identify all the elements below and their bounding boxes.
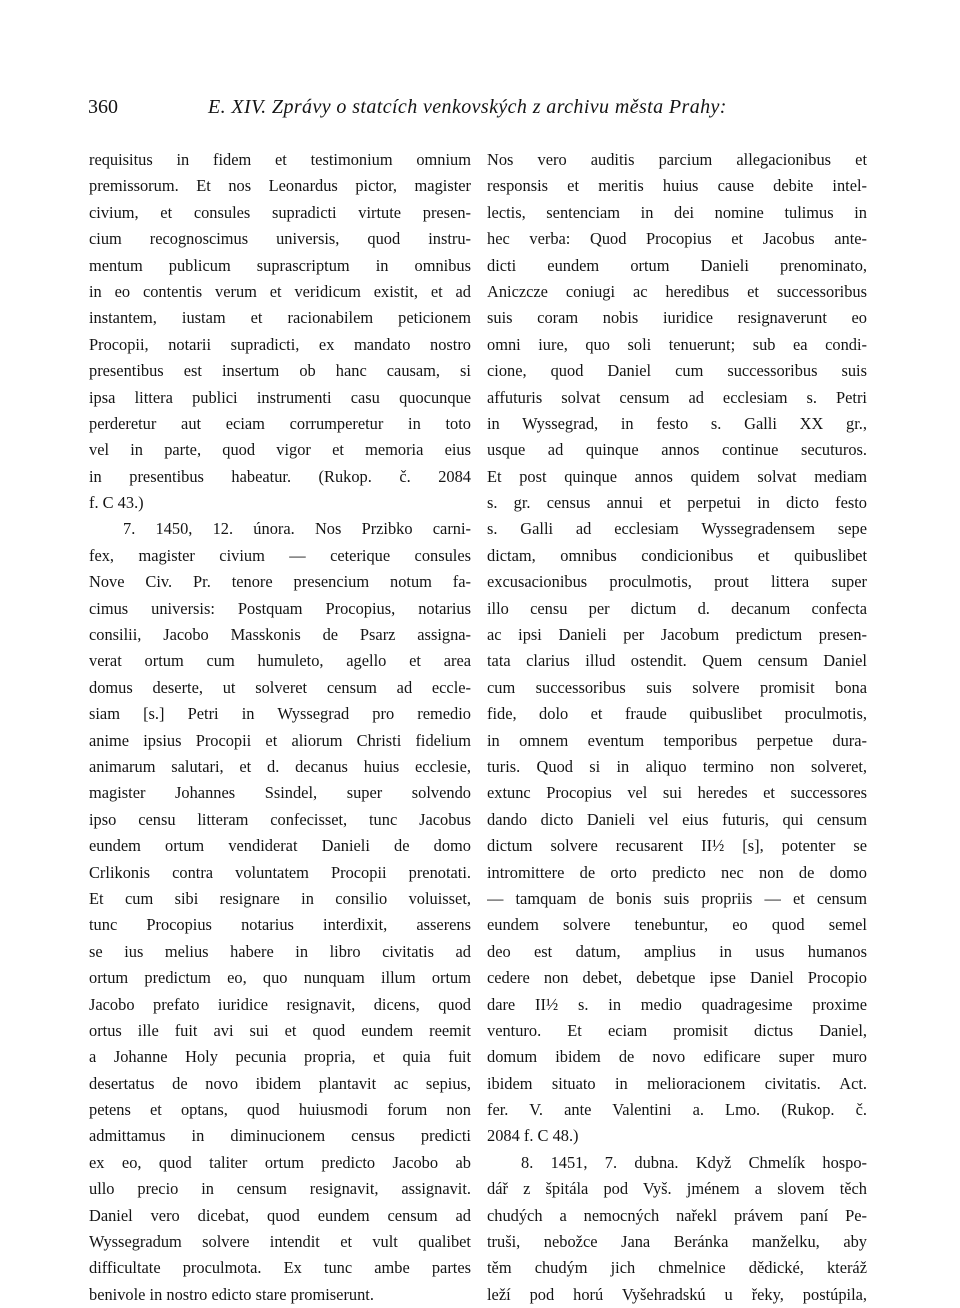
text-line: Et post quinque annos quidem solvat mediam: [487, 466, 867, 486]
text-line: instantem, iustam et racionabilem peticionem: [89, 308, 471, 328]
text-line: dictam, omnibus condicionibus et quibuslibet: [487, 545, 867, 565]
text-line: extunc Procopius vel sui heredes et successores: [487, 783, 867, 803]
text-line: omni iure, quo soli tenuerunt; sub ea condi-: [487, 334, 867, 354]
page-number: 360: [88, 96, 118, 118]
text-line: eundem solvere tenebuntur, eo quod semel: [487, 915, 867, 935]
text-line: excusacionibus proculmotis, prout littera super: [487, 572, 867, 592]
text-line: cione, quod Daniel cum successoribus suis: [487, 361, 867, 381]
text-line: f. C 43.): [89, 493, 144, 513]
text-line: — tamquam de bonis suis propriis — et censum: [487, 888, 867, 908]
right-column: [487, 147, 867, 1308]
text-line: ipso censu litteram confecisset, tunc Jacobus: [89, 809, 471, 829]
running-head: E. XIV. Zprávy o statcích venkovských z archivu města Prahy:: [208, 96, 727, 118]
text-line: eundem ortum vendiderat Danieli de domo: [89, 836, 471, 856]
text-line: ibidem situato in melioracionem civitatis. Act.: [487, 1073, 867, 1093]
text-line: fide, dolo et fraude quibuslibet proculmotis,: [487, 704, 867, 724]
text-line: dář z špitála pod Vyš. jménem a slovem těch: [487, 1179, 867, 1199]
text-line: consilii, Jacobo Masskonis de Psarz assigna-: [89, 625, 471, 645]
text-line: benivole in nostro edicto stare promiserunt.: [89, 1284, 374, 1304]
text-line: vel in parte, quod vigor et memoria eius: [89, 440, 471, 460]
text-line: petens et optans, quod huiusmodi forum non: [89, 1100, 471, 1120]
page-header: [88, 96, 870, 126]
text-line: premissorum. Et nos Leonardus pictor, magister: [89, 176, 471, 196]
text-line: desertatus de novo ibidem plantavit ac sepius,: [89, 1073, 471, 1093]
text-line: hec verba: Quod Procopius et Jacobus ante-: [487, 229, 867, 249]
text-line: ortus ille fuit avi sui et quod eundem reemit: [89, 1020, 471, 1040]
text-line: animarum salutari, et d. decanus huius ecclesie,: [89, 756, 471, 776]
text-line: affuturis solvat censum ad ecclesiam s. Petri: [487, 387, 867, 407]
text-line: Daniel vero dicebat, quod eundem censum ad: [89, 1205, 471, 1225]
text-line: requisitus in fidem et testimonium omnium: [89, 150, 471, 169]
text-line: Procopii, notarii supradicti, ex mandato nostro: [89, 334, 471, 354]
text-line: civium, et consules supradicti virtute presen-: [89, 202, 471, 222]
text-line: domus deserte, ut solveret censum ad eccle-: [89, 677, 471, 697]
text-line: ortum predictum eo, quo nunquam illum ortum: [89, 968, 471, 988]
text-line: těm chudým jich chmelnice dědické, kteráž: [487, 1258, 867, 1278]
text-line: truši, nebožce Jana Beránka manželku, aby: [487, 1232, 867, 1252]
text-line: ipsa littera publici instrumenti casu quocunque: [89, 387, 471, 407]
text-line: Nos vero auditis parcium allegacionibus et: [487, 150, 867, 169]
text-line: dictum solvere recusarent II½ [s], potenter se: [487, 836, 867, 856]
text-line: anime ipsius Procopii et aliorum Christi fidelium: [89, 730, 471, 750]
text-line: tunc Procopius notarius interdixit, asserens: [89, 915, 471, 935]
text-line: intromittere de orto predicto nec non de domo: [487, 862, 867, 882]
text-line: lectis, sentenciam in dei nomine tulimus in: [487, 202, 867, 222]
text-line: cedere non debet, debetque ipse Daniel Procopio: [487, 968, 867, 988]
text-line: dare II½ s. in medio quadragesime proxime: [487, 994, 867, 1014]
text-line: admittamus in diminucionem census predicti: [89, 1126, 471, 1146]
text-line: usque ad quinque annos continue secuturos.: [487, 440, 867, 460]
text-line: dicti eundem ortum Danieli prenominato,: [487, 255, 867, 275]
text-line: 2084 f. C 48.): [487, 1126, 579, 1146]
text-line: cimus universis: Postquam Procopius, notarius: [89, 598, 471, 618]
text-line: chudých a nemocných nařekl právem paní Pe-: [487, 1205, 867, 1225]
text-line: venturo. Et eciam promisit dictus Daniel,: [487, 1020, 867, 1040]
text-line: s. gr. census annui et perpetui in dicto festo: [487, 493, 867, 513]
text-line: 8. 1451, 7. dubna. Když Chmelík hospo-: [521, 1152, 867, 1172]
text-line: Et cum sibi resignare in consilio voluisset,: [89, 888, 471, 908]
text-line: a Johanne Holy pecunia propria, et quia fuit: [89, 1047, 471, 1067]
text-line: verat ortum cum humuleto, agello et area: [89, 651, 471, 671]
text-line: Aniczcze coniugi ac heredibus et successoribus: [487, 281, 867, 301]
text-line: mentum publicum suprascriptum in omnibus: [89, 255, 471, 275]
text-line: Crlikonis contra voluntatem Procopii prenotati.: [89, 862, 471, 882]
text-line: s. Galli ad ecclesiam Wyssegradensem sepe: [487, 519, 867, 539]
text-line: suis coram nobis iuridice resignaverunt eo: [487, 308, 867, 328]
text-line: cum successoribus suis solvere promisit bona: [487, 677, 867, 697]
text-line: perderetur aut eciam corrumperetur in toto: [89, 413, 471, 433]
text-line: turis. Quod si in aliquo termino non solveret,: [487, 756, 867, 776]
text-line: ac ipsi Danieli per Jacobum predictum presen-: [487, 625, 867, 645]
text-line: dando dicto Danieli vel eius futuris, qui censum: [487, 809, 867, 829]
text-line: Nove Civ. Pr. tenore presencium notum fa-: [89, 572, 471, 592]
text-line: Wyssegradum solvere intendit et vult qualibet: [89, 1232, 471, 1252]
text-line: in omnem eventum temporibus perpetue dura-: [487, 730, 867, 750]
text-line: in presentibus habeatur. (Rukop. č. 2084: [89, 466, 471, 486]
text-line: ullo precio in censum resignavit, assignavit.: [89, 1179, 471, 1199]
text-line: 7. 1450, 12. února. Nos Przibko carni-: [123, 519, 471, 539]
text-line: domum ibidem de novo edificare super muro: [487, 1047, 867, 1067]
text-line: leží pod horú Vyšehradskú u řeky, postúpila,: [487, 1284, 867, 1304]
text-line: illo censu per dictum d. decanum confecta: [487, 598, 867, 618]
text-line: fer. V. ante Valentini a. Lmo. (Rukop. č.: [487, 1100, 867, 1120]
text-line: responsis et meritis huius cause debite intel-: [487, 176, 867, 196]
text-line: siam [s.] Petri in Wyssegrad pro remedio: [89, 704, 471, 724]
text-line: tata clarius illud ostendit. Quem censum Daniel: [487, 651, 867, 671]
text-line: cium recognoscimus universis, quod instru-: [89, 229, 471, 249]
text-line: magister Johannes Ssindel, super solvendo: [89, 783, 471, 803]
text-line: presentibus est insertum ob hanc causam, si: [89, 361, 471, 381]
text-line: ex eo, quod taliter ortum predicto Jacobo ab: [89, 1152, 471, 1172]
text-line: fex, magister civium — ceterique consules: [89, 545, 471, 565]
text-line: in eo contentis verum et veridicum existit, et ad: [89, 281, 471, 301]
text-line: Jacobo prefato iuridice resignavit, dicens, quod: [89, 994, 471, 1014]
text-line: deo est datum, amplius in usus humanos: [487, 941, 867, 961]
text-line: se ius melius habere in libro civitatis ad: [89, 941, 471, 961]
left-column: [89, 147, 471, 1308]
text-line: difficultate proculmota. Ex tunc ambe partes: [89, 1258, 471, 1278]
text-line: in Wyssegrad, in festo s. Galli XX gr.,: [487, 413, 867, 433]
